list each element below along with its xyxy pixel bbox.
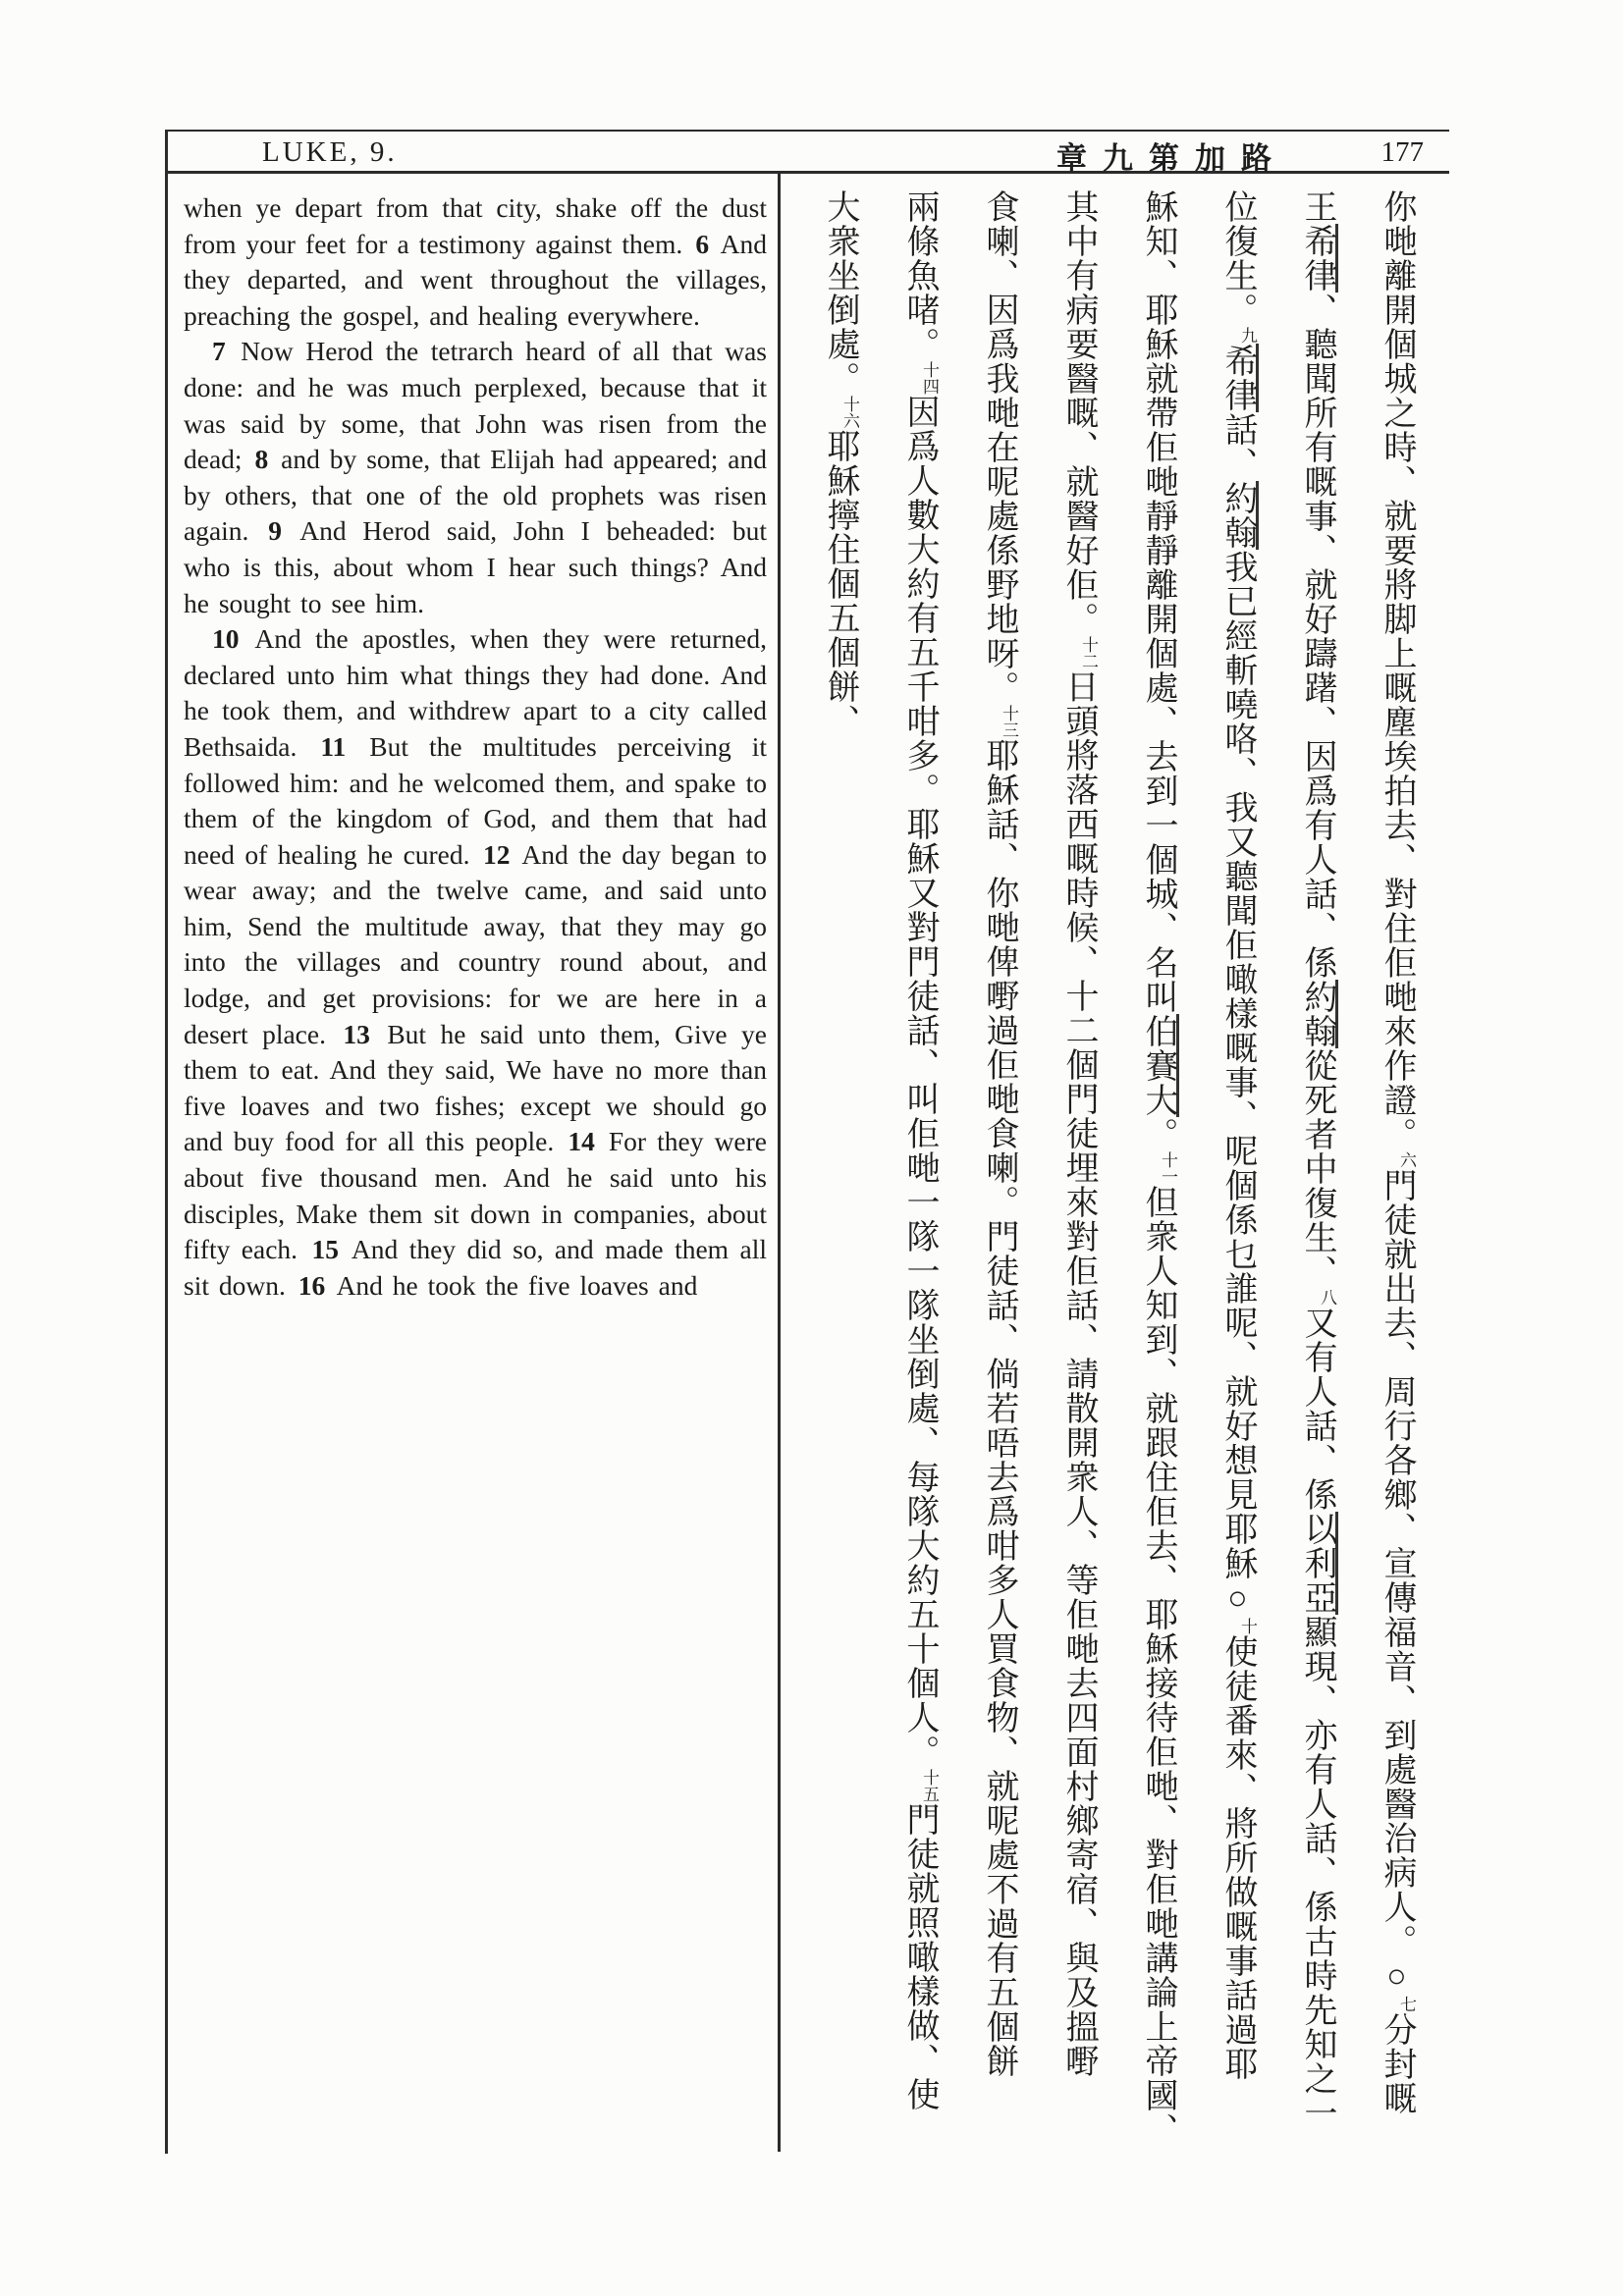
chinese-text: 。 [1140,1117,1176,1151]
page-header [168,130,1449,174]
chinese-text-line [880,189,959,2149]
chinese-text: 日頭將落西嘅時候、十二個門徒埋來對佢話、請散開衆人、等佢哋去四面村鄉寄宿、與及搵嘢 [1060,669,1097,2078]
verse-number: 十三 [1000,705,1018,738]
verse-number: 6 [695,228,710,259]
verse-number: 十五 [920,1769,939,1802]
column-divider-rule [778,174,781,2152]
chinese-text: 大衆坐倒處。 [822,189,858,396]
english-paragraph: 10 And the apostles, when they were returned, declared unto him what things they had done. And he took them, and withdrew apart to a city called Bethsaida. 11 But the multitudes perceiving it followed him: and he welcomed them, and spake to them of the kingdom of God, and them that had need of healing he cured. 12 And the day began to wear away; and the twelve came, and said unto him, Send the multitude away, that they may go into the villages and country round about, and lodge, and get provisions: for we are here in a desert place. 13 But he said unto them, Give ye them to eat. And they said, We have no more than five loaves and two fishes; except we should go and buy food for all this people. 14 For they were about five thousand men. And he said unto his disciples, Make them sit down in companies, about fifty each. 15 And they did so, and made them all sit down. 16 And he took the five loaves and [184,623,767,1301]
running-title-english: LUKE, 9. [262,136,398,168]
verse-number: 十一 [1159,1151,1177,1185]
verse-number: 9 [268,515,282,547]
proper-name-mark: 希律 [1299,224,1338,293]
chinese-text: 門徒就照噉樣做、使 [901,1802,938,2111]
chinese-text-line [1118,189,1198,2149]
verse-number: 10 [212,623,240,655]
chinese-text: 兩條魚啫。 [901,189,938,361]
chinese-text: 穌知、耶穌就帶佢哋靜靜離開個處、去到一個城、名叫 [1140,189,1176,1014]
verse-number: 16 [298,1269,326,1301]
page-body [168,174,1449,2154]
chinese-text: 分封嘅 [1379,2012,1415,2115]
chinese-text: 但衆人知到、就跟住佢去、耶穌接待佢哋、對佢哋講論上帝國、 [1140,1185,1176,2147]
chinese-text-line [959,189,1039,2149]
verse-number: 九 [1238,327,1257,344]
chinese-text: 話、 [1219,412,1256,481]
page-number: 177 [1380,136,1424,168]
verse-number: 7 [212,336,226,367]
chinese-text-line [1357,189,1436,2149]
verse-number: 八 [1318,1289,1336,1306]
chinese-text: 使徒番來、將所做嘅事話過耶 [1219,1634,1256,2081]
verse-number: 8 [254,444,269,475]
chinese-text: 因爲人數大約有五千咁多。耶穌又對門徒話、叫佢哋一隊一隊坐倒處、每隊大約五十個人。 [901,395,938,1769]
proper-name-mark: 約翰 [1299,980,1338,1048]
chinese-text: 其中有病要醫嘅、就醫好佢。 [1060,189,1097,636]
verse-number: 十六 [840,396,859,429]
verse-number: 12 [482,838,511,870]
proper-name-mark: 希律 [1219,344,1259,412]
verse-number: 七 [1397,1996,1416,2012]
verse-number: 六 [1397,1151,1416,1168]
verse-number: 十 [1238,1618,1257,1634]
verse-number: 11 [320,730,347,762]
proper-name-mark: 以利亞 [1299,1512,1338,1615]
verse-number: 十二 [1079,636,1098,669]
english-paragraph: when ye depart from that city, shake off the dust from your feet for a testimony against them. 6 And they departed, and went throughout the villages, preaching the gospel, and healing everywhere. [184,192,767,331]
chinese-text: 從死者中復生、 [1299,1048,1335,1289]
chinese-text-line [800,189,880,2149]
verse-number: 十四 [920,361,939,395]
book-page [165,130,1449,2154]
chinese-text-line [1039,189,1118,2149]
verse-number: 15 [311,1234,339,1265]
chinese-text-column [796,189,1436,2149]
chinese-text: 耶穌話、你哋俾嘢過佢哋食喇。門徒話、倘若唔去爲咁多人買食物、就呢處不過有五個餅 [981,738,1017,2078]
english-paragraph: 7 Now Herod the tetrarch heard of all that was done: and he was much perplexed, because that it was said by some, that John was risen from the dead; 8 and by some, that Elijah had appeared; and by others, that one of the old prophets was risen again. 9 And Herod said, John I beheaded: but who is this, about whom I hear such things? And he sought to see him. [184,336,768,618]
chinese-text: 你哋離開個城之時、就要將脚上嘅塵埃拍去、對住佢哋來作證。 [1379,189,1415,1151]
proper-name-mark: 約翰 [1219,481,1259,550]
proper-name-mark: 伯賽大 [1140,1014,1179,1117]
chinese-text: 食喇、因爲我哋在呢處係野地呀。 [981,189,1017,705]
verse-number: 14 [568,1126,595,1157]
chinese-text: 門徒就出去、周行各鄉、宣傳福音、到處醫治病人。○ [1379,1168,1415,1996]
chinese-text: 耶穌擰住個五個餅、 [822,429,858,738]
chinese-text: 、聽聞所有嘅事、就好躊躇、因爲有人話、係 [1299,293,1335,980]
chinese-text: 王 [1299,189,1335,224]
chinese-text: 位復生。 [1219,189,1256,327]
english-text-column [184,190,767,1304]
chinese-text: 顯現、亦有人話、係古時先知之一 [1299,1615,1335,2130]
chinese-text: 又有人話、係 [1299,1306,1335,1512]
verse-number: 13 [343,1018,370,1049]
chinese-text-line [1277,189,1357,2149]
chinese-text: 我已經斬嘵咯、我又聽聞佢噉樣嘅事、呢個係乜誰呢、就好想見耶穌○ [1219,550,1256,1618]
running-title-chinese: 章九第加路 [1056,141,1287,176]
chinese-text-line [1198,189,1277,2149]
